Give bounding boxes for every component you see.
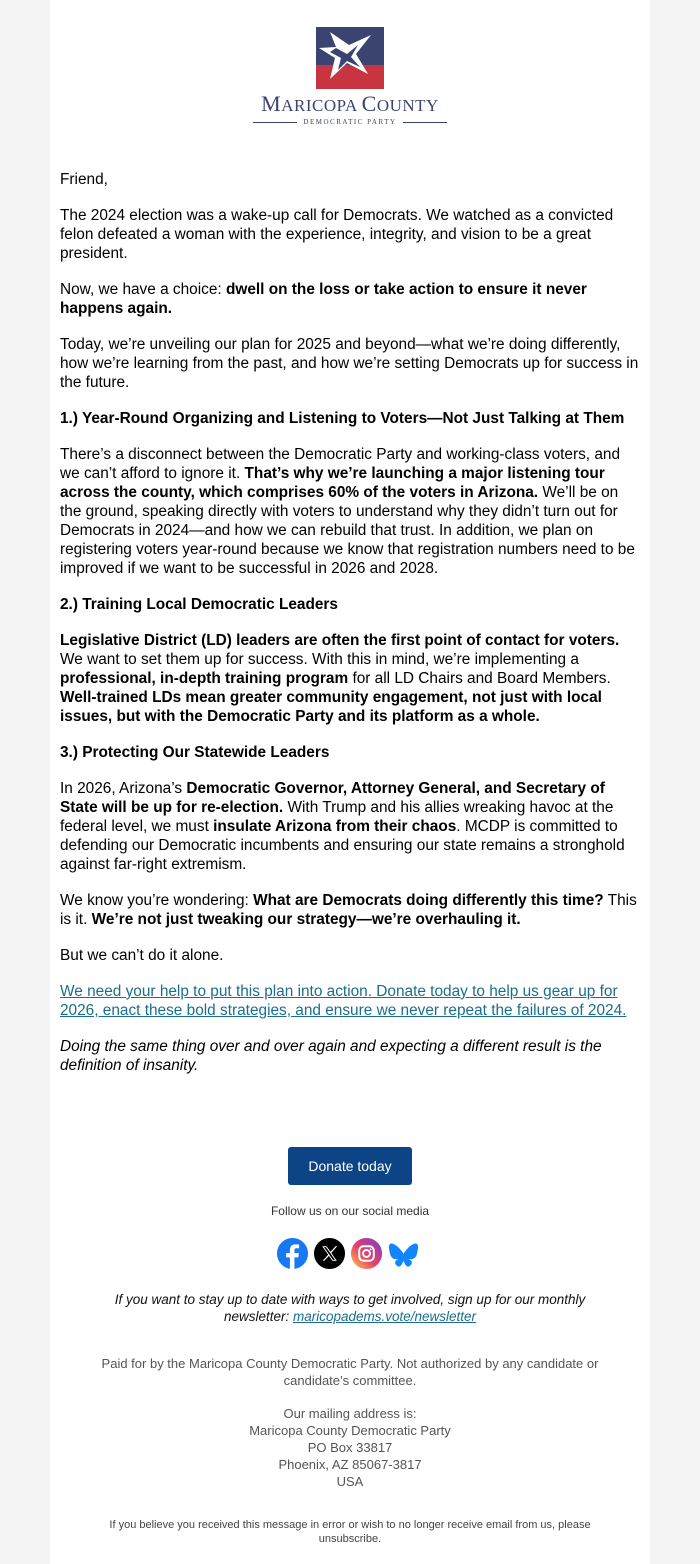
- paragraph: There’s a disconnect between the Democratic Party and working-class voters, and we can’t afford to ignore it. That’s why we’re launching a major listening tour across the county, which comprises 60% of the voters in Arizona. We’ll be on the ground, speaking directly with voters to understand why they didn’t turn out for Democrats in 2024—and how we can rebuild that trust. In addition, we plan on registering voters year-round because we know that registration numbers need to be improved if we want to be successful in 2026 and 2028.: [60, 446, 635, 577]
- logo-wordmark: MARICOPA COUNTY: [261, 91, 439, 116]
- paragraph: Now, we have a choice: dwell on the loss or take action to ensure it never happens again.: [60, 281, 587, 317]
- mailing-address: [50, 1405, 650, 1490]
- party-logo[interactable]: [250, 27, 450, 127]
- logo-rule-left: [253, 122, 297, 123]
- paragraph: In 2026, Arizona’s Democratic Governor, Attorney General, and Secretary of State will be up for re-election. With Trump and his allies wreaking havoc at the federal level, we must insulate Arizona from their chaos. MCDP is committed to defending our Democratic incumbents and ensuring our state remains a stronghold against far-right extremism.: [60, 780, 625, 873]
- paragraph: We know you’re wondering: What are Democrats doing differently this time? This is it. We’re not just tweaking our strategy—we’re overhauling it.: [60, 892, 637, 928]
- paid-for-disclaimer: Paid for by the Maricopa County Democratic Party. Not authorized by any candidate or candidate’s committee.: [101, 1356, 599, 1388]
- logo-subtitle: DEMOCRATIC PARTY: [250, 117, 450, 127]
- mail-line: USA: [336, 1474, 364, 1489]
- mail-heading: Our mailing address is:: [283, 1406, 417, 1421]
- logo-rule-right: [403, 122, 447, 123]
- closing-quote: Doing the same thing over and over again and expecting a different result is the definition of insanity.: [60, 1038, 602, 1074]
- section-heading: 1.) Year-Round Organizing and Listening to Voters—Not Just Talking at Them: [60, 410, 625, 427]
- instagram-icon[interactable]: [350, 1237, 383, 1270]
- paragraph: Legislative District (LD) leaders are often the first point of contact for voters. We want to set them up for success. With this in mind, we’re implementing a professional, in-depth training program for all LD Chairs and Board Members. Well-trained LDs mean greater community engagement, not just with local issues, but with the Democratic Party and its platform as a whole.: [60, 632, 620, 725]
- section-heading: 2.) Training Local Democratic Leaders: [60, 596, 338, 613]
- greeting: Friend,: [60, 171, 108, 188]
- x-icon[interactable]: [313, 1237, 346, 1270]
- donate-button[interactable]: Donate today: [288, 1147, 412, 1185]
- message-content: [60, 170, 642, 1092]
- paragraph: But we can’t do it alone.: [60, 947, 224, 964]
- social-links: [276, 1237, 426, 1273]
- paragraph: [60, 982, 642, 1020]
- newsletter-note: If you want to stay up to date with ways to get involved, sign up for our monthly newsletter: maricopadems.vote/newsletter: [114, 1292, 586, 1324]
- newsletter-link[interactable]: maricopadems.vote/newsletter: [292, 1309, 477, 1324]
- mail-line: Phoenix, AZ 85067-3817: [278, 1457, 422, 1472]
- donate-link[interactable]: We need your help to put this plan into action. Donate today to help us gear up for 2026, enact these bold strategies, and ensure we never repeat the failures of 2024.: [60, 983, 627, 1019]
- mail-line: PO Box 33817: [307, 1440, 393, 1455]
- email-body: [50, 0, 650, 1564]
- star-flag-icon: [316, 27, 384, 89]
- section-heading: 3.) Protecting Our Statewide Leaders: [60, 744, 330, 761]
- social-heading: Follow us on our social media: [270, 1204, 430, 1218]
- paragraph: Today, we’re unveiling our plan for 2025 and beyond—what we’re doing differently, how we’re learning from the past, and how we’re setting Democrats up for success in the future.: [60, 336, 639, 391]
- unsubscribe-note: If you believe you received this message in error or wish to no longer receive email from us, please unsubscribe.: [109, 1519, 591, 1545]
- unsubscribe-link[interactable]: unsubscribe: [318, 1533, 379, 1545]
- paragraph: The 2024 election was a wake-up call for Democrats. We watched as a convicted felon defeated a woman with the experience, integrity, and vision to be a great president.: [60, 207, 614, 262]
- mail-line: Maricopa County Democratic Party: [249, 1423, 451, 1438]
- bluesky-icon[interactable]: [387, 1237, 420, 1270]
- facebook-icon[interactable]: [276, 1237, 309, 1270]
